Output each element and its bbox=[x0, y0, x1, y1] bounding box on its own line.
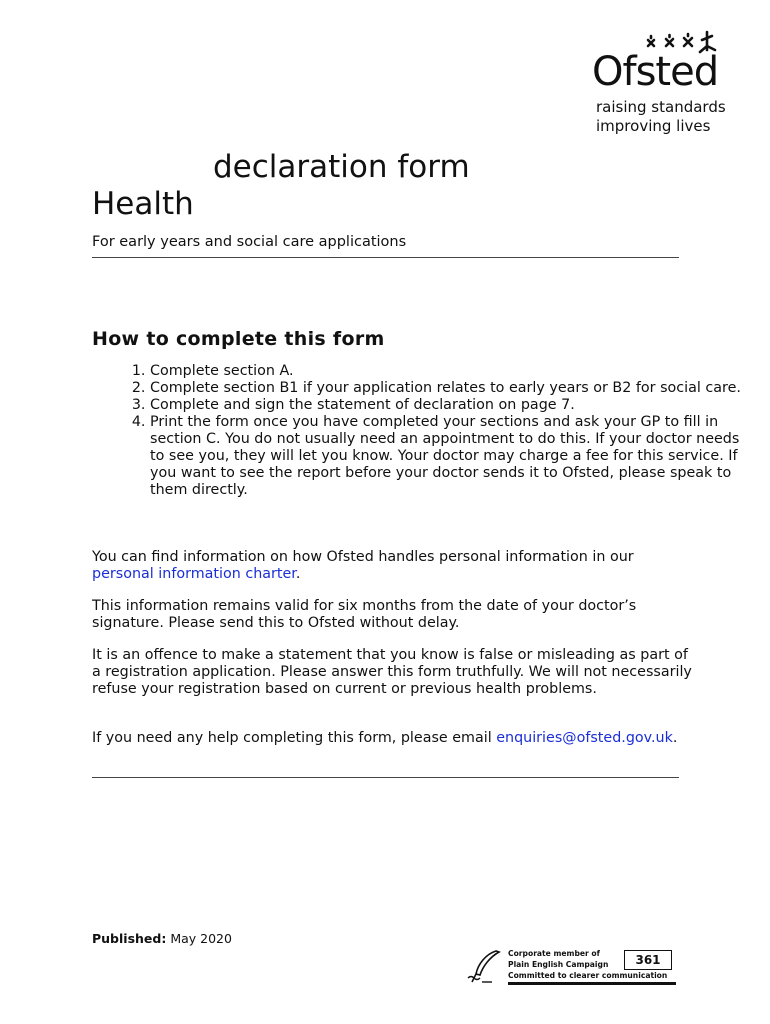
divider-top bbox=[92, 257, 679, 258]
plain-english-badge bbox=[466, 946, 680, 988]
validity-paragraph: This information remains valid for six months from the date of your doctor’s signature. Please send this to Ofsted without delay. bbox=[92, 598, 637, 631]
plain-english-line-1: Corporate member of bbox=[508, 949, 600, 958]
help-paragraph bbox=[92, 730, 692, 747]
email-link[interactable]: enquiries@ofsted.gov.uk bbox=[496, 730, 673, 746]
plain-english-line-2: Plain English Campaign bbox=[508, 960, 609, 969]
published-label: Published: bbox=[92, 931, 167, 946]
plain-english-line-3: Committed to clearer communication bbox=[508, 971, 668, 980]
help-text: If you need any help completing this form, please email bbox=[92, 730, 497, 746]
step-item: 1. Complete section A. bbox=[150, 363, 750, 380]
steps-list bbox=[92, 363, 750, 499]
step-item: 4. Print the form once you have completed your sections and ask your GP to fill in section C. You do not usually need an appointment to do this. If your doctor needs to see you, they will let you know. Your doctor may charge a fee for this service. If you want to see the report before your doctor sends it to Ofsted, please speak to them directly. bbox=[150, 414, 750, 499]
badge-underline bbox=[508, 982, 676, 985]
offence-paragraph: It is an offence to make a statement that you know is false or misleading as part of a registration application. Please answer this form truthfully. We will not necessarily refuse your registration based on current or previous health problems. bbox=[92, 647, 692, 697]
member-number: 361 bbox=[624, 950, 672, 970]
published-line bbox=[92, 931, 232, 947]
personal-info-text: You can find information on how Ofsted handles personal information in our bbox=[92, 549, 634, 565]
logo-tagline-2: improving lives bbox=[596, 117, 711, 135]
title-line-1: declaration form bbox=[213, 149, 470, 185]
logo-wordmark: Ofsted bbox=[592, 49, 719, 95]
published-date: May 2020 bbox=[170, 931, 232, 946]
logo-tagline-1: raising standards bbox=[596, 98, 726, 116]
quill-icon bbox=[466, 948, 504, 986]
step-item: 3. Complete and sign the statement of declaration on page 7. bbox=[150, 397, 750, 414]
step-item: 2. Complete section B1 if your application relates to early years or B2 for social care. bbox=[150, 380, 750, 397]
personal-info-paragraph bbox=[92, 549, 692, 583]
ofsted-logo bbox=[592, 30, 742, 140]
how-to-heading: How to complete this form bbox=[92, 328, 385, 350]
personal-info-suffix: . bbox=[295, 566, 301, 582]
personal-information-charter-link[interactable]: personal information charter bbox=[92, 566, 296, 582]
divider-bottom bbox=[92, 777, 679, 778]
help-suffix: . bbox=[672, 730, 678, 746]
subtitle: For early years and social care applications bbox=[92, 234, 407, 250]
title-line-2: Health bbox=[92, 186, 194, 222]
